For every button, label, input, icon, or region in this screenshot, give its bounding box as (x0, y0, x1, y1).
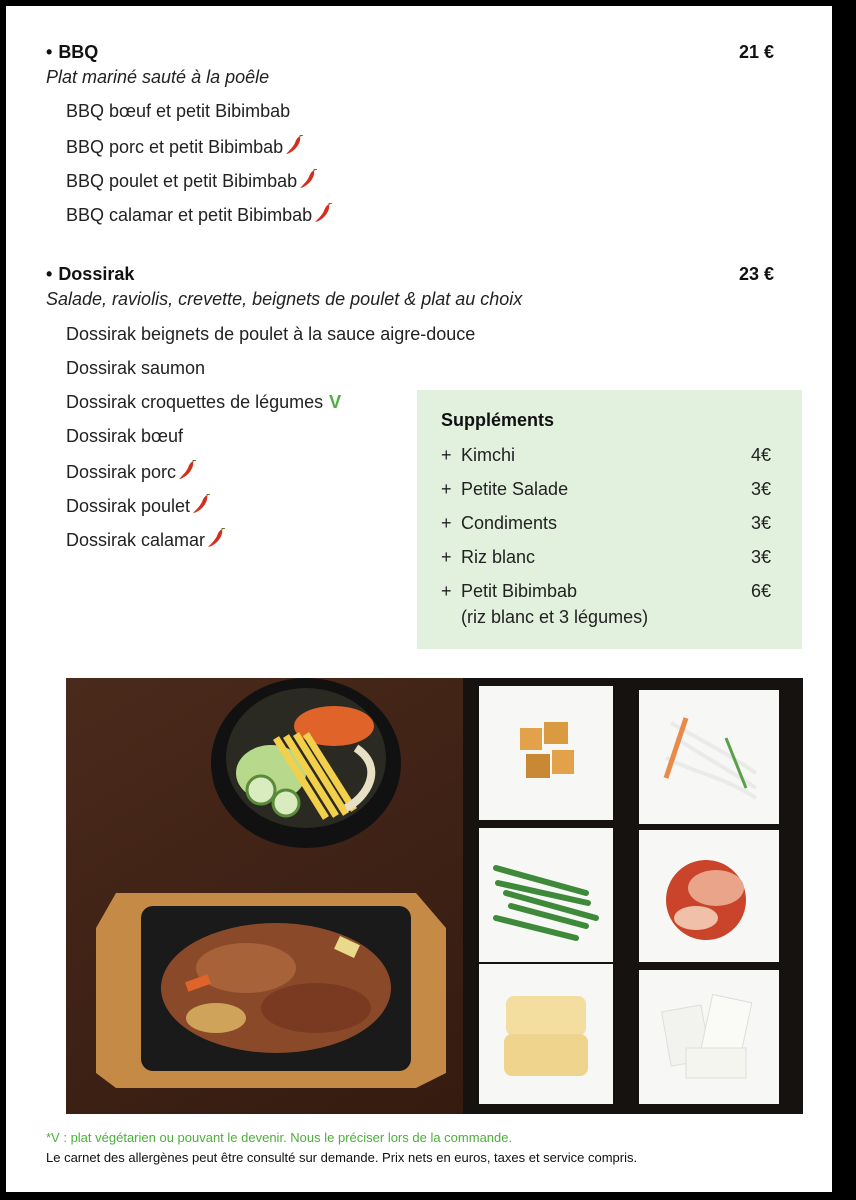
menu-item-label: Dossirak saumon (66, 358, 206, 378)
supplements-title: Suppléments (441, 410, 555, 430)
menu-item-label: BBQ bœuf et petit Bibimbab (66, 101, 291, 121)
section-title: BBQ (58, 42, 99, 62)
bullet-icon: • (46, 264, 53, 284)
plus-icon: + (441, 479, 452, 499)
section-heading-bbq (46, 42, 98, 63)
vegetarian-footnote: *V : plat végétarien ou pouvant le devenir. Nous le préciser lors de la commande. (46, 1130, 513, 1145)
food-photo (66, 678, 803, 1114)
section-title: Dossirak (58, 264, 135, 284)
menu-page (6, 6, 832, 1192)
menu-item-label: BBQ poulet et petit Bibimbab (66, 171, 298, 191)
section-price: 21 € (738, 42, 774, 62)
supplement-price: 4€ (750, 445, 771, 465)
menu-item (66, 494, 210, 519)
menu-item (66, 169, 317, 194)
chili-pepper-icon (285, 135, 303, 160)
supplement-row (441, 479, 771, 500)
bullet-icon: • (46, 42, 53, 62)
plus-icon: + (441, 513, 452, 533)
menu-item (66, 135, 303, 160)
plus-icon: + (441, 581, 452, 601)
menu-item (66, 324, 475, 345)
section-heading-dossirak (46, 264, 134, 285)
menu-item (66, 392, 341, 413)
menu-item-label: Dossirak croquettes de légumes (66, 392, 324, 412)
supplement-label: Petit Bibimbab (461, 581, 578, 601)
menu-item (66, 203, 332, 228)
supplement-row (441, 513, 771, 534)
menu-item-label: BBQ porc et petit Bibimbab (66, 137, 284, 157)
menu-item (66, 101, 290, 122)
menu-item-label: Dossirak porc (66, 462, 177, 482)
menu-item (66, 460, 196, 485)
menu-item-label: Dossirak calamar (66, 530, 206, 550)
supplements-box (417, 390, 802, 649)
section-subtitle: Plat mariné sauté à la poêle (46, 67, 270, 87)
allergens-footnote: Le carnet des allergènes peut être consulté sur demande. Prix nets en euros, taxes et service compris. (46, 1150, 638, 1165)
vegetarian-icon: V (329, 392, 342, 412)
section-subtitle: Salade, raviolis, crevette, beignets de poulet & plat au choix (46, 289, 523, 309)
supplement-label: Condiments (461, 513, 558, 533)
supplement-price: 3€ (750, 547, 771, 567)
menu-item-label: Dossirak poulet (66, 496, 191, 516)
chili-pepper-icon (178, 460, 196, 485)
menu-item (66, 528, 225, 553)
menu-item-label: BBQ calamar et petit Bibimbab (66, 205, 313, 225)
supplement-price: 3€ (750, 513, 771, 533)
chili-pepper-icon (299, 169, 317, 194)
supplement-note: (riz blanc et 3 légumes) (461, 607, 649, 627)
supplement-label: Petite Salade (461, 479, 569, 499)
supplement-row (441, 547, 771, 568)
supplement-price: 3€ (750, 479, 771, 499)
menu-item (66, 426, 183, 447)
menu-item (66, 358, 205, 379)
chili-pepper-icon (314, 203, 332, 228)
chili-pepper-icon (207, 528, 225, 553)
supplement-label: Riz blanc (461, 547, 536, 567)
menu-item-label: Dossirak bœuf (66, 426, 184, 446)
supplement-price: 6€ (750, 581, 771, 601)
menu-item-label: Dossirak beignets de poulet à la sauce aigre-douce (66, 324, 476, 344)
supplement-row (441, 581, 771, 602)
supplement-label: Kimchi (461, 445, 516, 465)
supplement-row (441, 445, 771, 466)
food-illustration (66, 678, 803, 1114)
plus-icon: + (441, 547, 452, 567)
section-price: 23 € (738, 264, 774, 284)
plus-icon: + (441, 445, 452, 465)
chili-pepper-icon (192, 494, 210, 519)
